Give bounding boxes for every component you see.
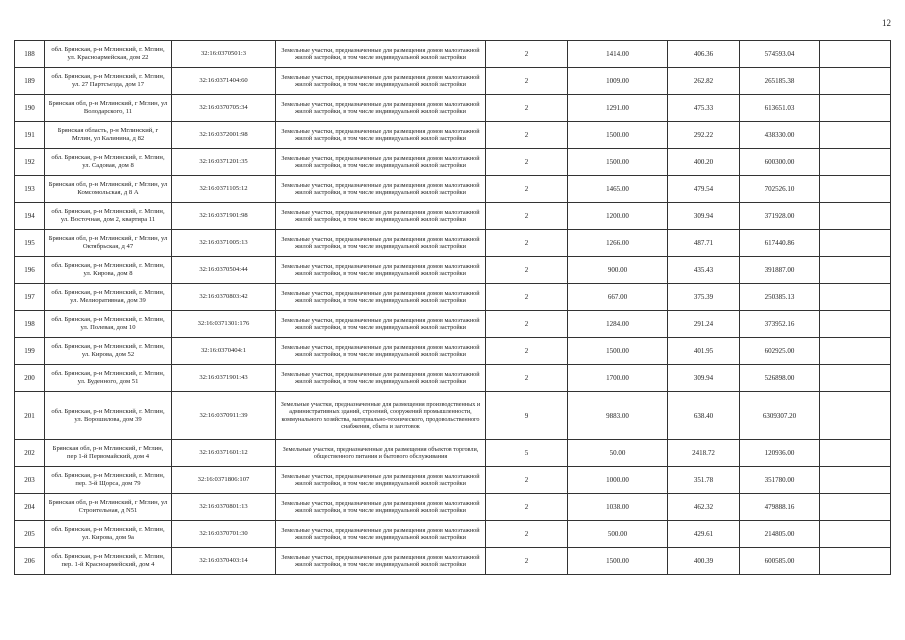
- land-use-cell: Земельные участки, предназначенные для размещения домов малоэтажной жилой застройки, в том числе индивидуальной жилой застройки: [276, 338, 486, 365]
- address-cell: Брянская обл, р-н Мглинский, г Мглин, ул Октябрьская, д 47: [45, 230, 172, 257]
- cadastral-value-cell: 391887.00: [740, 257, 820, 284]
- area-cell: 1465.00: [568, 176, 668, 203]
- row-number-cell: 204: [15, 494, 45, 521]
- table-row: [15, 203, 891, 230]
- specific-value-cell: 487.71: [668, 230, 740, 257]
- empty-cell: [820, 122, 891, 149]
- address-cell: обл. Брянская, р-н Мглинский, г. Мглин, ул. Полевая, дом 10: [45, 311, 172, 338]
- area-cell: 1500.00: [568, 548, 668, 575]
- specific-value-cell: 292.22: [668, 122, 740, 149]
- specific-value-cell: 638.40: [668, 392, 740, 440]
- specific-value-cell: 309.94: [668, 203, 740, 230]
- table-row: [15, 95, 891, 122]
- cadastral-value-cell: 250385.13: [740, 284, 820, 311]
- specific-value-cell: 429.61: [668, 521, 740, 548]
- table-row: [15, 365, 891, 392]
- land-use-cell: Земельные участки, предназначенные для размещения домов малоэтажной жилой застройки, в том числе индивидуальной жилой застройки: [276, 365, 486, 392]
- cadastral-number-cell: 32:16:0370803:42: [172, 284, 276, 311]
- cadastral-value-cell: 351780.00: [740, 467, 820, 494]
- address-cell: обл. Брянская, р-н Мглинский, г. Мглин, пер. 1-й Красноармейский, дом 4: [45, 548, 172, 575]
- cadastral-number-cell: 32:16:0370501:3: [172, 41, 276, 68]
- table-row: [15, 548, 891, 575]
- empty-cell: [820, 257, 891, 284]
- row-number-cell: 202: [15, 440, 45, 467]
- specific-value-cell: 462.32: [668, 494, 740, 521]
- area-cell: 900.00: [568, 257, 668, 284]
- specific-value-cell: 309.94: [668, 365, 740, 392]
- empty-cell: [820, 311, 891, 338]
- land-use-cell: Земельные участки, предназначенные для размещения производственных и административных зданий, строений, сооружений промышленности, коммунального хозяйства, материально-технического, продовольственного снабжения, сбыта и заготовок: [276, 392, 486, 440]
- area-cell: 1038.00: [568, 494, 668, 521]
- specific-value-cell: 401.95: [668, 338, 740, 365]
- table-row: [15, 68, 891, 95]
- land-use-cell: Земельные участки, предназначенные для размещения домов малоэтажной жилой застройки, в том числе индивидуальной жилой застройки: [276, 149, 486, 176]
- specific-value-cell: 291.24: [668, 311, 740, 338]
- cadastral-value-cell: 371928.00: [740, 203, 820, 230]
- specific-value-cell: 479.54: [668, 176, 740, 203]
- address-cell: Брянская область, р-н Мглинский, г Мглин, ул Калинина, д 82: [45, 122, 172, 149]
- row-number-cell: 197: [15, 284, 45, 311]
- cadastral-number-cell: 32:16:0371005:13: [172, 230, 276, 257]
- specific-value-cell: 400.39: [668, 548, 740, 575]
- area-cell: 1200.00: [568, 203, 668, 230]
- table-row: [15, 149, 891, 176]
- group-cell: 2: [486, 338, 568, 365]
- empty-cell: [820, 365, 891, 392]
- empty-cell: [820, 41, 891, 68]
- group-cell: 2: [486, 467, 568, 494]
- group-cell: 2: [486, 365, 568, 392]
- row-number-cell: 201: [15, 392, 45, 440]
- table-row: [15, 41, 891, 68]
- row-number-cell: 192: [15, 149, 45, 176]
- specific-value-cell: 351.78: [668, 467, 740, 494]
- area-cell: 1700.00: [568, 365, 668, 392]
- empty-cell: [820, 440, 891, 467]
- table-row: [15, 284, 891, 311]
- cadastral-value-cell: 602925.00: [740, 338, 820, 365]
- cadastral-value-cell: 214805.00: [740, 521, 820, 548]
- specific-value-cell: 262.82: [668, 68, 740, 95]
- cadastral-number-cell: 32:16:0370701:30: [172, 521, 276, 548]
- specific-value-cell: 435.43: [668, 257, 740, 284]
- cadastral-number-cell: 32:16:0370911:39: [172, 392, 276, 440]
- specific-value-cell: 475.33: [668, 95, 740, 122]
- cadastral-value-cell: 526898.00: [740, 365, 820, 392]
- cadastral-number-cell: 32:16:0370801:13: [172, 494, 276, 521]
- group-cell: 5: [486, 440, 568, 467]
- row-number-cell: 190: [15, 95, 45, 122]
- empty-cell: [820, 176, 891, 203]
- land-use-cell: Земельные участки, предназначенные для размещения домов малоэтажной жилой застройки, в том числе индивидуальной жилой застройки: [276, 467, 486, 494]
- group-cell: 2: [486, 41, 568, 68]
- row-number-cell: 196: [15, 257, 45, 284]
- area-cell: 1414.00: [568, 41, 668, 68]
- land-use-cell: Земельные участки, предназначенные для размещения домов малоэтажной жилой застройки, в том числе индивидуальной жилой застройки: [276, 68, 486, 95]
- land-use-cell: Земельные участки, предназначенные для размещения домов малоэтажной жилой застройки, в том числе индивидуальной жилой застройки: [276, 203, 486, 230]
- address-cell: обл. Брянская, р-н Мглинский, г. Мглин, ул. Кирова, дом 52: [45, 338, 172, 365]
- row-number-cell: 189: [15, 68, 45, 95]
- cadastral-value-cell: 6309307.20: [740, 392, 820, 440]
- cadastral-value-cell: 613651.03: [740, 95, 820, 122]
- cadastral-number-cell: 32:16:0371301:176: [172, 311, 276, 338]
- table-body: [15, 41, 891, 575]
- address-cell: обл. Брянская, р-н Мглинский, г. Мглин, ул. Мелиоративная, дом 39: [45, 284, 172, 311]
- cadastral-number-cell: 32:16:0370504:44: [172, 257, 276, 284]
- specific-value-cell: 2418.72: [668, 440, 740, 467]
- table-row: [15, 122, 891, 149]
- cadastral-number-cell: 32:16:0371601:12: [172, 440, 276, 467]
- cadastral-number-cell: 32:16:0370403:14: [172, 548, 276, 575]
- cadastral-value-cell: 120936.00: [740, 440, 820, 467]
- cadastral-value-cell: 702526.10: [740, 176, 820, 203]
- cadastral-value-cell: 479888.16: [740, 494, 820, 521]
- area-cell: 667.00: [568, 284, 668, 311]
- cadastral-value-cell: 600300.00: [740, 149, 820, 176]
- group-cell: 2: [486, 149, 568, 176]
- group-cell: 2: [486, 203, 568, 230]
- cadastral-number-cell: 32:16:0371404:60: [172, 68, 276, 95]
- cadastral-value-cell: 265185.38: [740, 68, 820, 95]
- table-row: [15, 494, 891, 521]
- area-cell: 1500.00: [568, 338, 668, 365]
- empty-cell: [820, 284, 891, 311]
- address-cell: обл. Брянская, р-н Мглинский, г. Мглин, ул. Ворошилова, дом 39: [45, 392, 172, 440]
- empty-cell: [820, 149, 891, 176]
- address-cell: Брянская обл, р-н Мглинский, г Мглин, пер 1-й Первомайский, дом 4: [45, 440, 172, 467]
- group-cell: 2: [486, 311, 568, 338]
- empty-cell: [820, 548, 891, 575]
- cadastral-value-cell: 373952.16: [740, 311, 820, 338]
- cadastral-value-cell: 438330.00: [740, 122, 820, 149]
- cadastral-number-cell: 32:16:0371901:98: [172, 203, 276, 230]
- cadastral-number-cell: 32:16:0372001:98: [172, 122, 276, 149]
- table-row: [15, 311, 891, 338]
- address-cell: обл. Брянская, р-н Мглинский, г. Мглин, ул. Кирова, дом 8: [45, 257, 172, 284]
- row-number-cell: 206: [15, 548, 45, 575]
- table-row: [15, 230, 891, 257]
- cadastral-number-cell: 32:16:0371201:35: [172, 149, 276, 176]
- group-cell: 2: [486, 68, 568, 95]
- group-cell: 2: [486, 257, 568, 284]
- address-cell: Брянская обл, р-н Мглинский, г Мглин, ул Строительная, д N51: [45, 494, 172, 521]
- cadastral-value-cell: 600585.00: [740, 548, 820, 575]
- cadastral-number-cell: 32:16:0371806:107: [172, 467, 276, 494]
- table-row: [15, 392, 891, 440]
- table-row: [15, 176, 891, 203]
- area-cell: 1284.00: [568, 311, 668, 338]
- group-cell: 2: [486, 521, 568, 548]
- empty-cell: [820, 521, 891, 548]
- table-row: [15, 257, 891, 284]
- empty-cell: [820, 230, 891, 257]
- land-use-cell: Земельные участки, предназначенные для размещения домов малоэтажной жилой застройки, в том числе индивидуальной жилой застройки: [276, 41, 486, 68]
- cadastral-number-cell: 32:16:0370404:1: [172, 338, 276, 365]
- table-row: [15, 467, 891, 494]
- row-number-cell: 191: [15, 122, 45, 149]
- empty-cell: [820, 203, 891, 230]
- cadastral-value-cell: 574593.04: [740, 41, 820, 68]
- table-row: [15, 338, 891, 365]
- area-cell: 50.00: [568, 440, 668, 467]
- address-cell: обл. Брянская, р-н Мглинский, г. Мглин, пер. 3-й Щорса, дом 79: [45, 467, 172, 494]
- empty-cell: [820, 392, 891, 440]
- address-cell: Брянская обл, р-н Мглинский, г Мглин, ул Володарского, 11: [45, 95, 172, 122]
- address-cell: обл. Брянская, р-н Мглинский, г. Мглин, ул. Садовая, дом 8: [45, 149, 172, 176]
- group-cell: 9: [486, 392, 568, 440]
- row-number-cell: 198: [15, 311, 45, 338]
- group-cell: 2: [486, 284, 568, 311]
- land-use-cell: Земельные участки, предназначенные для размещения домов малоэтажной жилой застройки, в том числе индивидуальной жилой застройки: [276, 95, 486, 122]
- group-cell: 2: [486, 548, 568, 575]
- land-use-cell: Земельные участки, предназначенные для размещения домов малоэтажной жилой застройки, в том числе индивидуальной жилой застройки: [276, 521, 486, 548]
- page-number: 12: [882, 18, 891, 28]
- cadastral-number-cell: 32:16:0371901:43: [172, 365, 276, 392]
- row-number-cell: 193: [15, 176, 45, 203]
- group-cell: 2: [486, 230, 568, 257]
- area-cell: 1000.00: [568, 467, 668, 494]
- land-use-cell: Земельные участки, предназначенные для размещения домов малоэтажной жилой застройки, в том числе индивидуальной жилой застройки: [276, 548, 486, 575]
- row-number-cell: 199: [15, 338, 45, 365]
- cadastral-value-table: [14, 40, 891, 575]
- land-use-cell: Земельные участки, предназначенные для размещения домов малоэтажной жилой застройки, в том числе индивидуальной жилой застройки: [276, 284, 486, 311]
- specific-value-cell: 400.20: [668, 149, 740, 176]
- row-number-cell: 205: [15, 521, 45, 548]
- cadastral-number-cell: 32:16:0371105:12: [172, 176, 276, 203]
- empty-cell: [820, 68, 891, 95]
- land-use-cell: Земельные участки, предназначенные для размещения домов малоэтажной жилой застройки, в том числе индивидуальной жилой застройки: [276, 311, 486, 338]
- land-use-cell: Земельные участки, предназначенные для размещения домов малоэтажной жилой застройки, в том числе индивидуальной жилой застройки: [276, 230, 486, 257]
- address-cell: обл. Брянская, р-н Мглинский, г. Мглин, ул. Восточная, дом 2, квартира 11: [45, 203, 172, 230]
- table-row: [15, 440, 891, 467]
- address-cell: обл. Брянская, р-н Мглинский, г. Мглин, ул. Буденного, дом 51: [45, 365, 172, 392]
- area-cell: 1500.00: [568, 149, 668, 176]
- address-cell: обл. Брянская, р-н Мглинский, г. Мглин, ул. 27 Партсъезда, дом 17: [45, 68, 172, 95]
- address-cell: обл. Брянская, р-н Мглинский, г. Мглин, ул. Кирова, дом 9а: [45, 521, 172, 548]
- land-use-cell: Земельные участки, предназначенные для размещения домов малоэтажной жилой застройки, в том числе индивидуальной жилой застройки: [276, 122, 486, 149]
- empty-cell: [820, 338, 891, 365]
- empty-cell: [820, 467, 891, 494]
- land-use-cell: Земельные участки, предназначенные для размещения домов малоэтажной жилой застройки, в том числе индивидуальной жилой застройки: [276, 176, 486, 203]
- table-row: [15, 521, 891, 548]
- area-cell: 1291.00: [568, 95, 668, 122]
- area-cell: 1266.00: [568, 230, 668, 257]
- specific-value-cell: 375.39: [668, 284, 740, 311]
- row-number-cell: 195: [15, 230, 45, 257]
- area-cell: 500.00: [568, 521, 668, 548]
- row-number-cell: 194: [15, 203, 45, 230]
- empty-cell: [820, 494, 891, 521]
- row-number-cell: 203: [15, 467, 45, 494]
- area-cell: 1500.00: [568, 122, 668, 149]
- row-number-cell: 188: [15, 41, 45, 68]
- row-number-cell: 200: [15, 365, 45, 392]
- specific-value-cell: 406.36: [668, 41, 740, 68]
- area-cell: 1009.00: [568, 68, 668, 95]
- address-cell: обл. Брянская, р-н Мглинский, г. Мглин, ул. Красноармейская, дом 22: [45, 41, 172, 68]
- area-cell: 9883.00: [568, 392, 668, 440]
- address-cell: Брянская обл, р-н Мглинский, г Мглин, ул Комсомольская, д 8 А: [45, 176, 172, 203]
- land-use-cell: Земельные участки, предназначенные для размещения домов малоэтажной жилой застройки, в том числе индивидуальной жилой застройки: [276, 257, 486, 284]
- land-use-cell: Земельные участки, предназначенные для размещения объектов торговли, общественного питания и бытового обслуживания: [276, 440, 486, 467]
- group-cell: 2: [486, 122, 568, 149]
- empty-cell: [820, 95, 891, 122]
- cadastral-number-cell: 32:16:0370705:34: [172, 95, 276, 122]
- group-cell: 2: [486, 176, 568, 203]
- group-cell: 2: [486, 95, 568, 122]
- cadastral-value-cell: 617440.86: [740, 230, 820, 257]
- land-use-cell: Земельные участки, предназначенные для размещения домов малоэтажной жилой застройки, в том числе индивидуальной жилой застройки: [276, 494, 486, 521]
- group-cell: 2: [486, 494, 568, 521]
